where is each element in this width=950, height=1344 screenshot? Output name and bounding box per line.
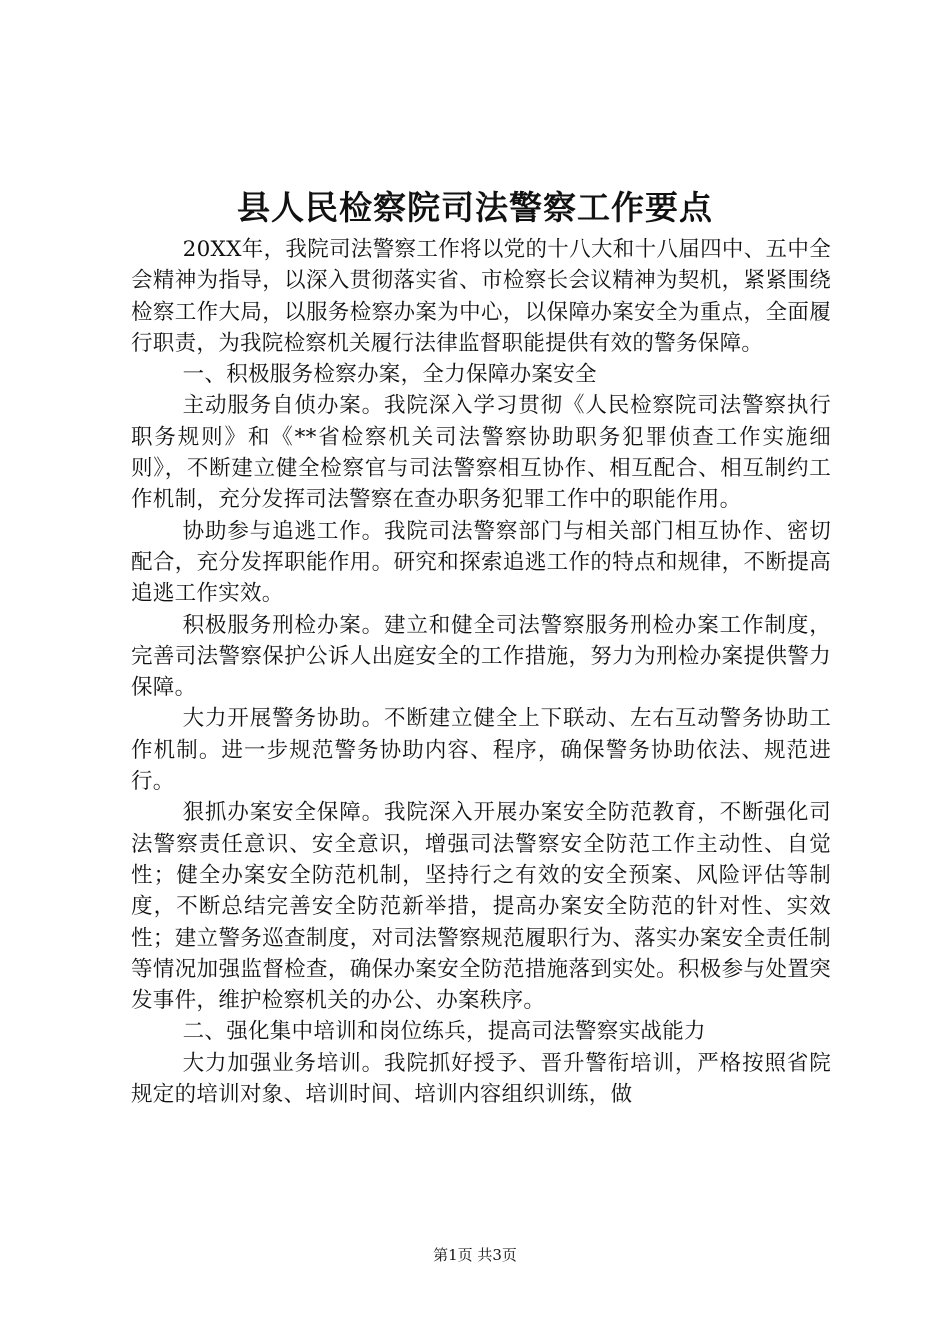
paragraph: 积极服务刑检办案。建立和健全司法警察服务刑检办案工作制度，完善司法警察保护公诉人出庭安全的工作措施，努力为刑检办案提供警力保障。 (131, 612, 831, 701)
section-heading: 二、强化集中培训和岗位练兵，提高司法警察实战能力 (182, 1019, 706, 1045)
paragraph: 大力开展警务协助。不断建立健全上下联动、左右互动警务协助工作机制。进一步规范警务协助内容、程序，确保警务协助依法、规范进行。 (131, 706, 831, 795)
paragraph: 大力加强业务培训。我院抓好授予、晋升警衔培训，严格按照省院规定的培训对象、培训时间、培训内容组织训练，做 (131, 1050, 831, 1108)
document-title: 县人民检察院司法警察工作要点 (237, 188, 713, 227)
paragraph: 20XX年，我院司法警察工作将以党的十八大和十八届四中、五中全会精神为指导，以深入贯彻落实省、市检察长会议精神为契机，紧紧围绕检察工作大局，以服务检察办案为中心，以保障办案安全为重点，全面履行职责，为我院检察机关履行法律监督职能提供有效的警务保障。 (131, 237, 831, 356)
paragraph: 主动服务自侦办案。我院深入学习贯彻《人民检察院司法警察执行职务规则》和《**省检察机关司法警察协助职务犯罪侦查工作实施细则》，不断建立健全检察官与司法警察相互协作、相互配合、相互制约工作机制，充分发挥司法警察在查办职务犯罪工作中的职能作用。 (131, 393, 831, 513)
paragraph: 狠抓办案安全保障。我院深入开展办案安全防范教育，不断强化司法警察责任意识、安全意识，增强司法警察安全防范工作主动性、自觉性；健全办案安全防范机制，坚持行之有效的安全预案、风险评估等制度，不断总结完善安全防范新举措，提高办案安全防范的针对性、实效性；建立警务巡查制度，对司法警察规范履职行为、落实办案安全责任制等情况加强监督检查，确保办案安全防范措施落到实处。积极参与处置突发事件，维护检察机关的办公、办案秩序。 (131, 800, 831, 1014)
page-footer: 第1页 共3页 (433, 1246, 517, 1264)
paragraph: 协助参与追逃工作。我院司法警察部门与相关部门相互协作、密切配合，充分发挥职能作用。研究和探索追逃工作的特点和规律，不断提高追逃工作实效。 (131, 518, 831, 607)
document-body (131, 234, 831, 1110)
section-heading: 一、积极服务检察办案，全力保障办案安全 (182, 362, 597, 388)
